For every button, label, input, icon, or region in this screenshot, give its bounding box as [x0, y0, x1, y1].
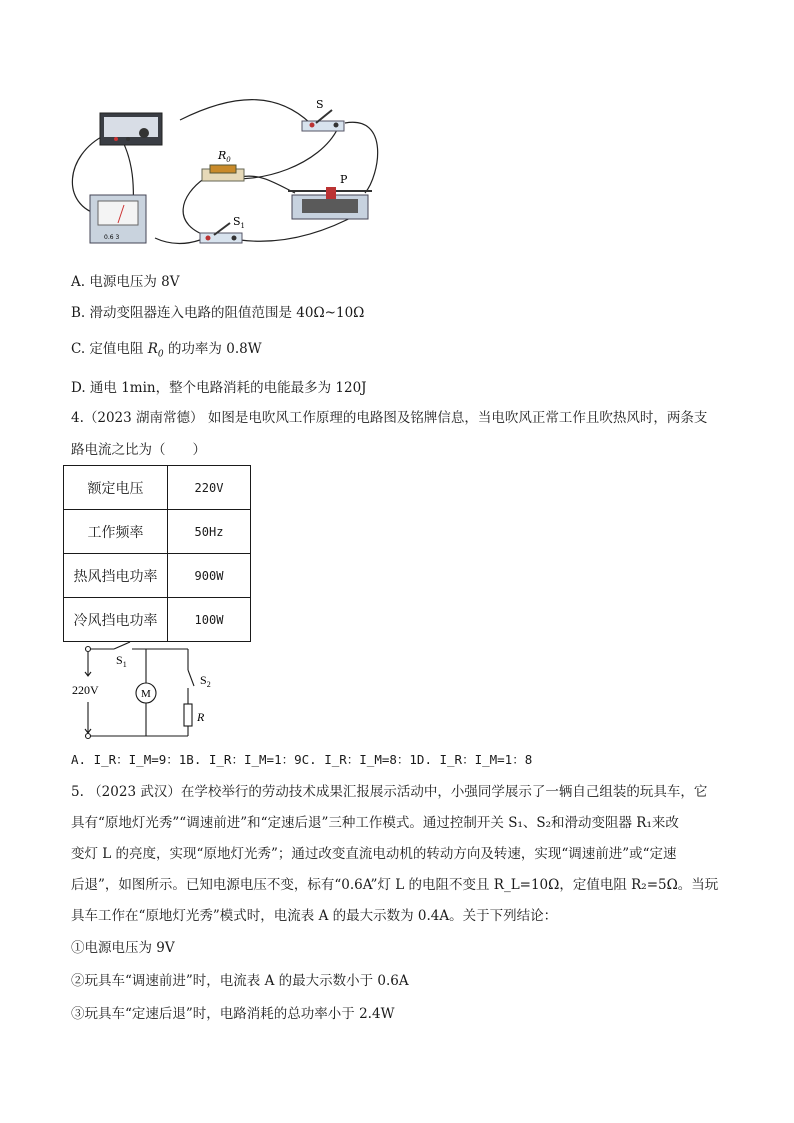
q5-conclusion-3: ③玩具车“定速后退”时，电路消耗的总功率小于 2.4W — [71, 1006, 395, 1022]
svg-text:R0 — [217, 149, 231, 164]
ammeter — [90, 195, 146, 243]
nameplate-table — [63, 465, 251, 642]
q4-stem-line1: 4.（2023 湖南常德） 如图是电吹风工作原理的电路图及铭牌信息，当电吹风正常工作且吹热风时，两条支 — [71, 410, 708, 426]
q5-line: 后退”，如图所示。已知电源电压不变，标有“0.6A”灯 L 的电阻不变且 R_L=10Ω，定值电阻 R₂=5Ω。当玩 — [71, 877, 719, 893]
r0-symbol: $R_0$ — [147, 341, 164, 360]
table-key: 额定电压 — [64, 466, 168, 510]
q3-option-c-suffix: 的功率为 0.8W — [167, 341, 262, 357]
table-key: 工作频率 — [64, 510, 168, 554]
table-row — [64, 598, 251, 642]
s1-label: S — [116, 653, 123, 667]
meter-scale: 0.6 3 — [104, 234, 120, 241]
hair-dryer-circuit-diagram — [66, 640, 226, 745]
table-value: 900W — [168, 554, 251, 598]
label-s1: S — [233, 215, 241, 228]
q4-stem-line2: 路电流之比为（ ） — [71, 442, 206, 458]
q3-option-c — [71, 339, 262, 365]
switch-s — [302, 98, 344, 131]
q4-options: A. I_R：I_M=9：1B. I_R：I_M=1：9C. I_R：I_M=8：1D. I_R：I_M=1：8 — [71, 752, 533, 767]
motor-label: M — [141, 688, 151, 700]
rheostat-p — [288, 173, 372, 219]
label-p: P — [340, 173, 348, 186]
q5-line: 变灯 L 的亮度，实现“原地灯光秀”；通过改变直流电动机的转动方向及转速，实现“调速前进”或“定速 — [71, 846, 677, 862]
switch-s1 — [200, 215, 245, 243]
table-row — [64, 466, 251, 510]
label-r0: R — [218, 149, 227, 162]
resistor-r0 — [202, 149, 244, 181]
s1-sub: 1 — [122, 660, 127, 669]
q5-line: 具车工作在“原地灯光秀”模式时，电流表 A 的最大示数为 0.4A。关于下列结论： — [71, 908, 558, 924]
power-supply — [100, 113, 162, 145]
label-s: S — [316, 98, 324, 111]
svg-text:S2 — [200, 673, 211, 689]
table-value: 220V — [168, 466, 251, 510]
q5-conclusion-1: ①电源电压为 9V — [71, 940, 175, 956]
resistor-label: R — [197, 710, 205, 724]
circuit-apparatus-figure — [60, 95, 390, 255]
table-row — [64, 510, 251, 554]
q3-option-a: A. 电源电压为 8V — [71, 274, 180, 290]
q5-conclusion-2: ②玩具车“调速前进”时，电流表 A 的最大示数小于 0.6A — [71, 973, 409, 989]
q5-line: 具有“原地灯光秀”“调速前进”和“定速后退”三种工作模式。通过控制开关 S₁、S₂和滑动变阻器 R₁来改 — [71, 815, 679, 831]
table-value: 100W — [168, 598, 251, 642]
label-r0-sub: 0 — [226, 156, 231, 164]
label-s1-sub: 1 — [240, 222, 246, 230]
s2-sub: 2 — [206, 680, 211, 689]
q3-option-b: B. 滑动变阻器连入电路的阻值范围是 40Ω~10Ω — [71, 305, 365, 321]
table-key: 热风挡电功率 — [64, 554, 168, 598]
svg-text:S1 — [116, 653, 127, 669]
voltage-label: 220V — [72, 683, 99, 697]
svg-text:S1 — [233, 215, 245, 230]
q5-line: 5. （2023 武汉）在学校举行的劳动技术成果汇报展示活动中，小强同学展示了一辆自己组装的玩具车，它 — [71, 784, 708, 800]
table-row — [64, 554, 251, 598]
s2-label: S — [200, 673, 207, 687]
q3-option-c-prefix: C. 定值电阻 — [71, 341, 144, 357]
table-value: 50Hz — [168, 510, 251, 554]
table-key: 冷风挡电功率 — [64, 598, 168, 642]
q3-option-d: D. 通电 1min，整个电路消耗的电能最多为 120J — [71, 380, 367, 396]
